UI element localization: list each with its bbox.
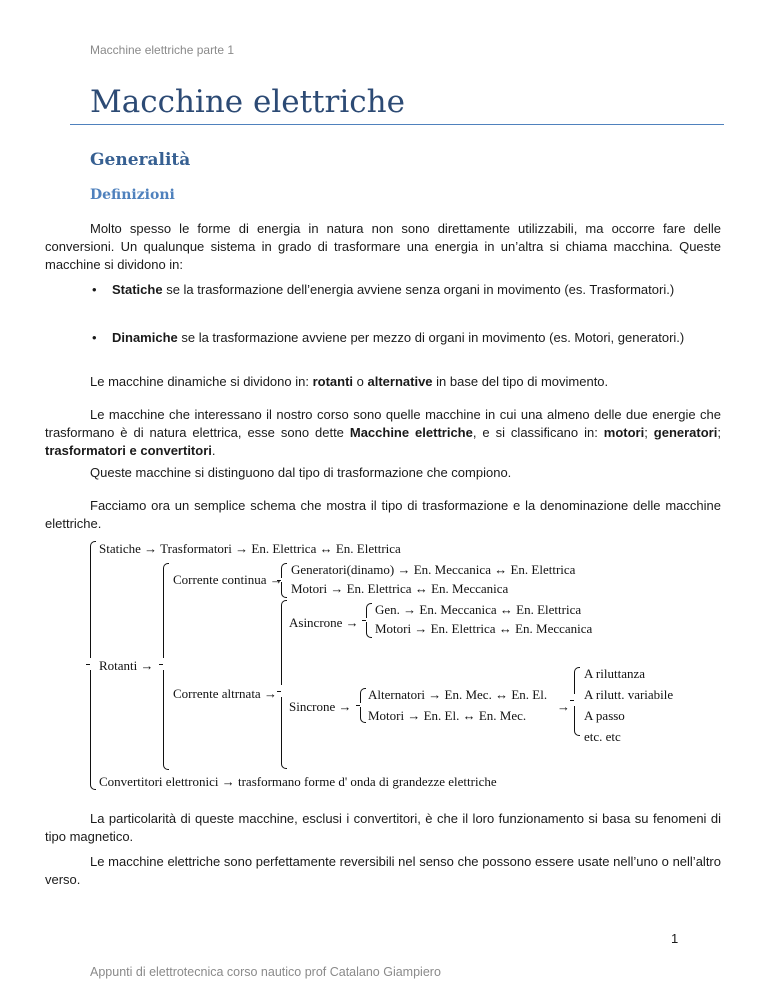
diagram-corrente-continua: Corrente continua →: [173, 572, 283, 587]
diagram-motori-asincrone: Motori → En. Elettrica ↔ En. Meccanica: [375, 621, 593, 636]
diagram-arrow: →: [557, 699, 570, 714]
diagram-alternatori: Alternatori → En. Mec. ↔ En. El.: [368, 687, 548, 702]
diagram-sincrone: Sincrone →: [289, 699, 352, 714]
bullet-icon: •: [92, 330, 97, 345]
paragraph-magnetico: La particolarità di queste macchine, esclusi i convertitori, è che il loro funzionamento si basa su fenomeni di tipo magnetico.: [45, 811, 721, 844]
title-rule: [70, 124, 724, 125]
running-header: Macchine elettriche parte 1: [90, 43, 235, 57]
diagram-rotanti: Rotanti →: [99, 658, 154, 673]
paragraph-classificazione: Le macchine che interessano il nostro corso sono quelle macchine in cui una almeno delle due energie che trasformano è di natura elettrica, esse sono dette Macchine elettriche, e si classificano in: motori; generatori; trasformatori e convertitori.: [45, 407, 721, 458]
paragraph-trasformazione: Queste macchine si distinguono dal tipo di trasformazione che compiono.: [90, 465, 512, 480]
diagram-a-riluttanza: A riluttanza: [584, 666, 646, 681]
section-heading: Generalità: [90, 150, 191, 170]
diagram-etc: etc. etc: [584, 729, 621, 744]
diagram-corrente-alternata: Corrente altrnata →: [173, 686, 277, 701]
diagram-convertitori: Convertitori elettronici → trasformano forme d' onda di grandezze elettriche: [99, 774, 497, 789]
paragraph-reversibili: Le macchine elettriche sono perfettamente reversibili nel senso che possono essere usate nell’uno o nell’altro verso.: [45, 854, 721, 887]
footer-text: Appunti di elettrotecnica corso nautico prof Catalano Giampiero: [90, 965, 441, 979]
page-title: Macchine elettriche: [90, 84, 405, 120]
subsection-heading: Definizioni: [90, 187, 175, 203]
diagram-a-rilutt-variabile: A rilutt. variabile: [584, 687, 674, 702]
paragraph-schema: Facciamo ora un semplice schema che mostra il tipo di trasformazione e la denominazione delle macchine elettriche.: [45, 498, 721, 531]
list-item-statiche: • Statiche se la trasformazione dell’energia avviene senza organi in movimento (es. Trasformatori.): [92, 282, 675, 297]
page-number: 1: [671, 931, 679, 946]
paragraph-intro: Molto spesso le forme di energia in natura non sono direttamente utilizzabili, ma occorre fare delle conversioni. Un qualunque sistema in grado di trasformare una energia in un’altra si chiama macchina. Queste macchine si dividono in:: [45, 221, 721, 272]
bullet-icon: •: [92, 282, 97, 297]
diagram-statiche: Statiche → Trasformatori → En. Elettrica ↔ En. Elettrica: [99, 541, 401, 556]
paragraph-dinamiche: Le macchine dinamiche si dividono in: rotanti o alternative in base del tipo di movimento.: [90, 374, 609, 389]
diagram-motori-cc: Motori → En. Elettrica ↔ En. Meccanica: [291, 581, 509, 596]
list-item-dinamiche: • Dinamiche se la trasformazione avviene per mezzo di organi in movimento (es. Motori, generatori.): [92, 330, 685, 345]
diagram-motori-sincrone: Motori → En. El. ↔ En. Mec.: [368, 708, 527, 723]
diagram-a-passo: A passo: [584, 708, 625, 723]
diagram-asincrone: Asincrone →: [289, 615, 359, 630]
diagram-generatori: Generatori(dinamo) → En. Meccanica ↔ En. Elettrica: [291, 562, 576, 577]
diagram-gen-asincrone: Gen. → En. Meccanica ↔ En. Elettrica: [375, 602, 582, 617]
